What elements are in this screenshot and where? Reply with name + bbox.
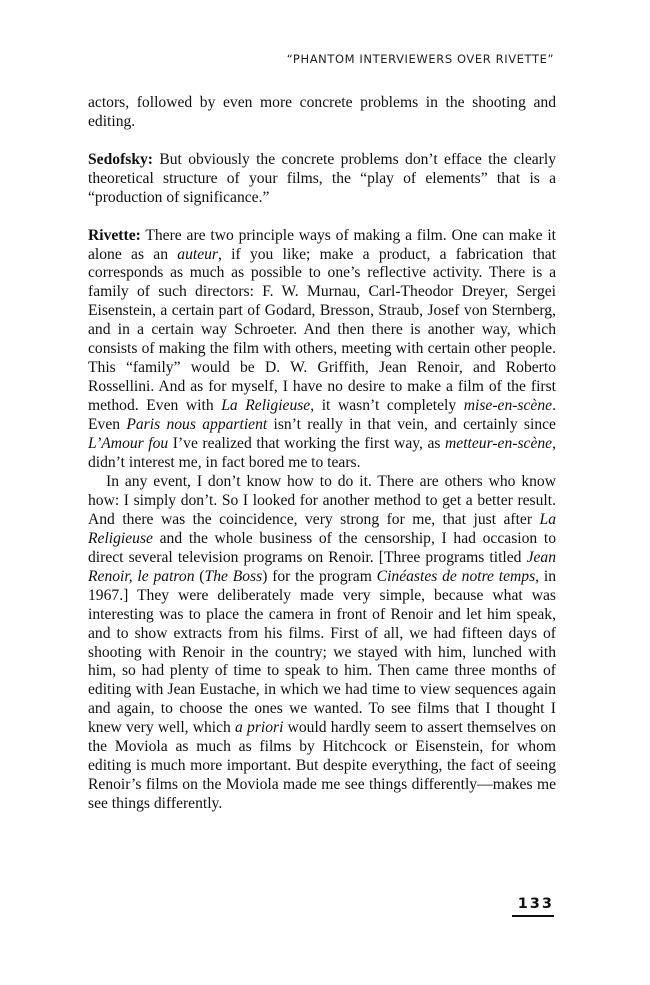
- paragraph-text: actors, followed by even more concrete problems in the shooting and editing.: [88, 94, 556, 130]
- text-run: I’ve realized that working the first way, as: [168, 435, 446, 453]
- speaker-label: Sedofsky:: [88, 150, 153, 168]
- text-run: (: [194, 567, 205, 585]
- speaker-label: Rivette:: [88, 226, 141, 244]
- paragraph-3: [88, 227, 556, 473]
- italic-term: mise-en-scène: [463, 397, 553, 415]
- paragraph-4: [88, 473, 556, 814]
- text-run: . Even: [88, 397, 556, 434]
- text-run: , didn’t interest me, in fact bored me to tears.: [88, 435, 556, 471]
- italic-term: auteur: [177, 245, 218, 263]
- program-title: The Boss: [204, 567, 263, 585]
- page-number: 133: [517, 896, 554, 912]
- body-text: [88, 94, 556, 814]
- film-title: La Religieuse: [88, 510, 556, 547]
- paragraph-text: But obviously the concrete problems don’t efface the clearly theoretical structure of your films, the “play of elements” that is a “production of significance.”: [88, 150, 556, 206]
- text-run: would hardly seem to assert themselves on the Moviola as much as films by Hitchcock or Eisenstein, for whom editing is much more important. But despite everything, the fact of seeing Renoir’s films on the Moviola made me see things differently—makes me see things differently.: [88, 719, 557, 813]
- paragraph-1: [88, 94, 556, 132]
- paragraph-2: [88, 151, 556, 208]
- italic-term: metteur-en-scène: [445, 435, 553, 453]
- film-title: La Religieuse: [221, 397, 311, 415]
- text-run: There are two principle ways of making a film. One can make it alone as an: [88, 226, 556, 263]
- page-number-underline: [512, 915, 554, 917]
- text-run: , in 1967.] They were deliberately made very simple, because what was interesting was to place the camera in front of Renoir and let him speak, and to show extracts from his films. First of all, we had fifteen days of shooting with Renoir in the country; we stayed with him, lunched with him, so had plenty of time to speak to him. Then came three months of editing with Jean Eustache, in which we had time to view sequences again and again, to choose the ones we wanted. To see films that I thought I knew very well, which: [88, 567, 557, 737]
- film-title: L’Amour fou: [88, 435, 169, 453]
- running-head: “PHANTOM INTERVIEWERS OVER RIVETTE”: [286, 52, 554, 66]
- program-title: Jean Renoir, le patron: [88, 548, 556, 585]
- text-run: , it wasn’t completely: [310, 397, 464, 415]
- text-run: , if you like; make a product, a fabrication that corresponds as much as possible to one’s reflective activity. There is a family of such directors: F. W. Murnau, Carl-Theodor Dreyer, Sergei Eisenstein, a certain part of Godard, Bresson, Straub, Josef von Sternberg, and in a certain way Schroeter. And then there is another way, which consists of making the film with others, meeting with certain other people. This “family” would be D. W. Griffith, Jean Renoir, and Roberto Rossellini. And as for myself, I have no desire to make a film of the first method. Even with: [88, 245, 556, 415]
- italic-term: a priori: [235, 719, 284, 737]
- program-title: Cinéastes de notre temps: [376, 567, 536, 585]
- film-title: Paris nous appartient: [126, 416, 268, 434]
- text-run: and the whole business of the censorship, I had occasion to direct several television programs on Renoir. [Three programs titled: [88, 529, 556, 566]
- text-run: In any event, I don’t know how to do it. There are others who know how: I simply don’t. So I looked for another method to get a better result. And there was the coincidence, very strong for me, that just after: [88, 472, 556, 528]
- text-run: ) for the program: [262, 567, 377, 585]
- text-run: isn’t really in that vein, and certainly since: [267, 416, 556, 434]
